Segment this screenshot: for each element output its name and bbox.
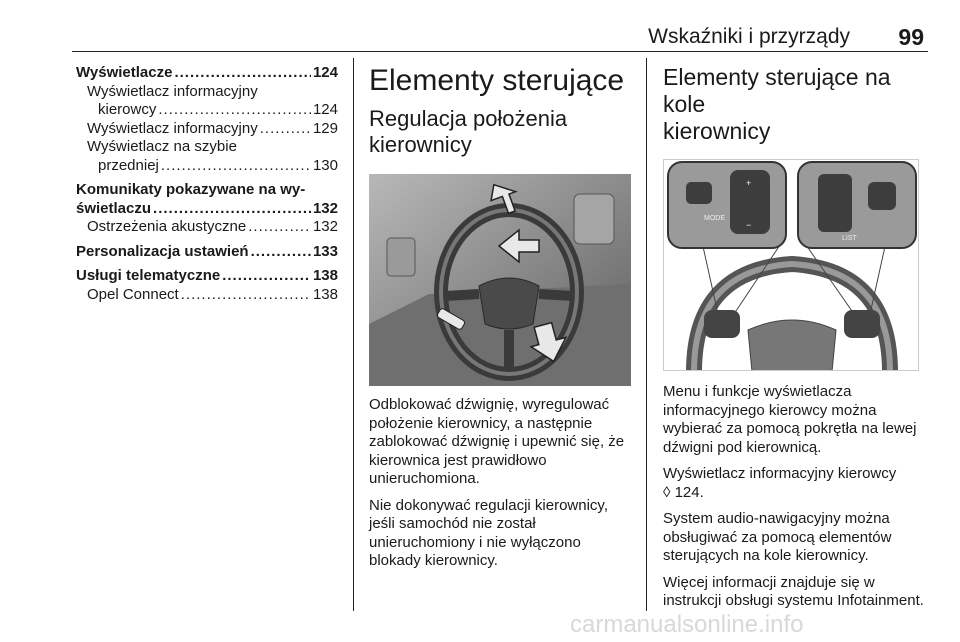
toc-title: Opel Connect (87, 285, 179, 303)
toc-entry[interactable] (76, 243, 338, 262)
steering-adjustment-column (369, 64, 631, 571)
toc-leader-dots (260, 120, 311, 139)
toc-page: 138 (312, 267, 338, 284)
paragraph (663, 465, 927, 502)
section-title-line: kierownicy (663, 118, 771, 144)
section-title (663, 64, 927, 145)
paragraph: Więcej informacji znajduje się w instrukcji obsługi systemu Infotainment. (663, 573, 924, 609)
toc-page: 133 (312, 242, 338, 260)
toc-leader-dots (222, 267, 311, 286)
toc-title-cont: świetlaczu (76, 199, 152, 217)
wheel-controls-column (663, 64, 927, 611)
toc-page: 129 (312, 119, 338, 137)
toc-page: 124 (312, 64, 338, 81)
toc-page: 138 (312, 285, 338, 303)
subsection-title (369, 106, 631, 158)
toc-page: 130 (312, 156, 338, 174)
column-divider (353, 58, 354, 611)
subsection-title-line: Regulacja położenia (369, 106, 568, 131)
toc-title: Wyświetlacz na szybie (87, 138, 237, 155)
toc-leader-dots (181, 286, 311, 305)
toc-title-cont: przedniej (98, 156, 159, 174)
toc-title: Usługi telematyczne (76, 267, 221, 284)
list-button-label: LIST (842, 235, 857, 242)
column-divider (646, 58, 647, 611)
steering-wheel-adjustment-illustration (369, 174, 631, 386)
toc-entry[interactable] (76, 267, 338, 286)
toc-title: Personalizacja ustawień (76, 242, 249, 260)
section-title-line: Elementy sterujące na kole (663, 64, 891, 117)
toc-entry[interactable] (76, 138, 338, 175)
section-title: Elementy sterujące (369, 64, 625, 97)
toc-entry[interactable] (76, 286, 338, 305)
paragraph: Nie dokonywać regulacji kierownicy, jeśli samochód nie został unieruchomiony i nie wyłączono blokady kierownicy. (369, 496, 608, 569)
header-page-number: 99 (898, 24, 924, 50)
subsection-title-line: kierownicy (369, 132, 472, 157)
page-reference-link[interactable]: ◊ 124. (663, 483, 704, 501)
mode-button-label: MODE (704, 215, 725, 222)
svg-text:−: − (746, 220, 752, 230)
paragraph-line: Wyświetlacz informacyjny kierowcy (663, 465, 897, 482)
toc-title-cont: kierowcy (98, 101, 157, 118)
paragraph: Odblokować dźwignię, wyregulować położenie kierownicy, a następnie zablokować dźwignię i upewnić się, że kierownica jest prawidłowo unieruchomiona. (369, 396, 625, 487)
toc-title: Komunikaty pokazywane na wy- (76, 181, 306, 198)
toc-column (76, 64, 338, 304)
toc-entry[interactable] (76, 181, 338, 218)
toc-title: Wyświetlacze (76, 64, 173, 81)
header-section-title: Wskaźniki i przyrządy (648, 25, 850, 48)
toc-leader-dots (153, 200, 311, 219)
toc-entry[interactable] (76, 218, 338, 237)
toc-leader-dots (174, 64, 311, 83)
toc-entry[interactable] (76, 83, 338, 120)
page-header (72, 24, 928, 52)
toc-title: Wyświetlacz informacyjny (87, 82, 258, 100)
toc-entry[interactable] (76, 64, 338, 83)
steering-wheel-controls-illustration (663, 159, 919, 371)
svg-text:+: + (746, 178, 752, 188)
toc-page: 132 (312, 218, 338, 235)
paragraph: System audio-nawigacyjny można obsługiwać za pomocą elementów sterujących na kole kierownicy. (663, 510, 892, 564)
toc-leader-dots (248, 218, 311, 237)
watermark-text: carmanualsonline.info (570, 611, 804, 638)
toc-entry[interactable] (76, 120, 338, 139)
toc-leader-dots (161, 157, 311, 176)
paragraph: Menu i funkcje wyświetlacza informacyjnego kierowcy można wybierać za pomocą pokrętła na lewej dźwigni pod kierownicą. (663, 383, 917, 456)
toc-title: Wyświetlacz informacyjny (87, 119, 258, 137)
toc-leader-dots (158, 101, 311, 120)
toc-page: 132 (312, 199, 338, 217)
toc-title: Ostrzeżenia akustyczne (87, 218, 247, 235)
toc-leader-dots (251, 243, 311, 262)
toc-page: 124 (312, 101, 338, 118)
